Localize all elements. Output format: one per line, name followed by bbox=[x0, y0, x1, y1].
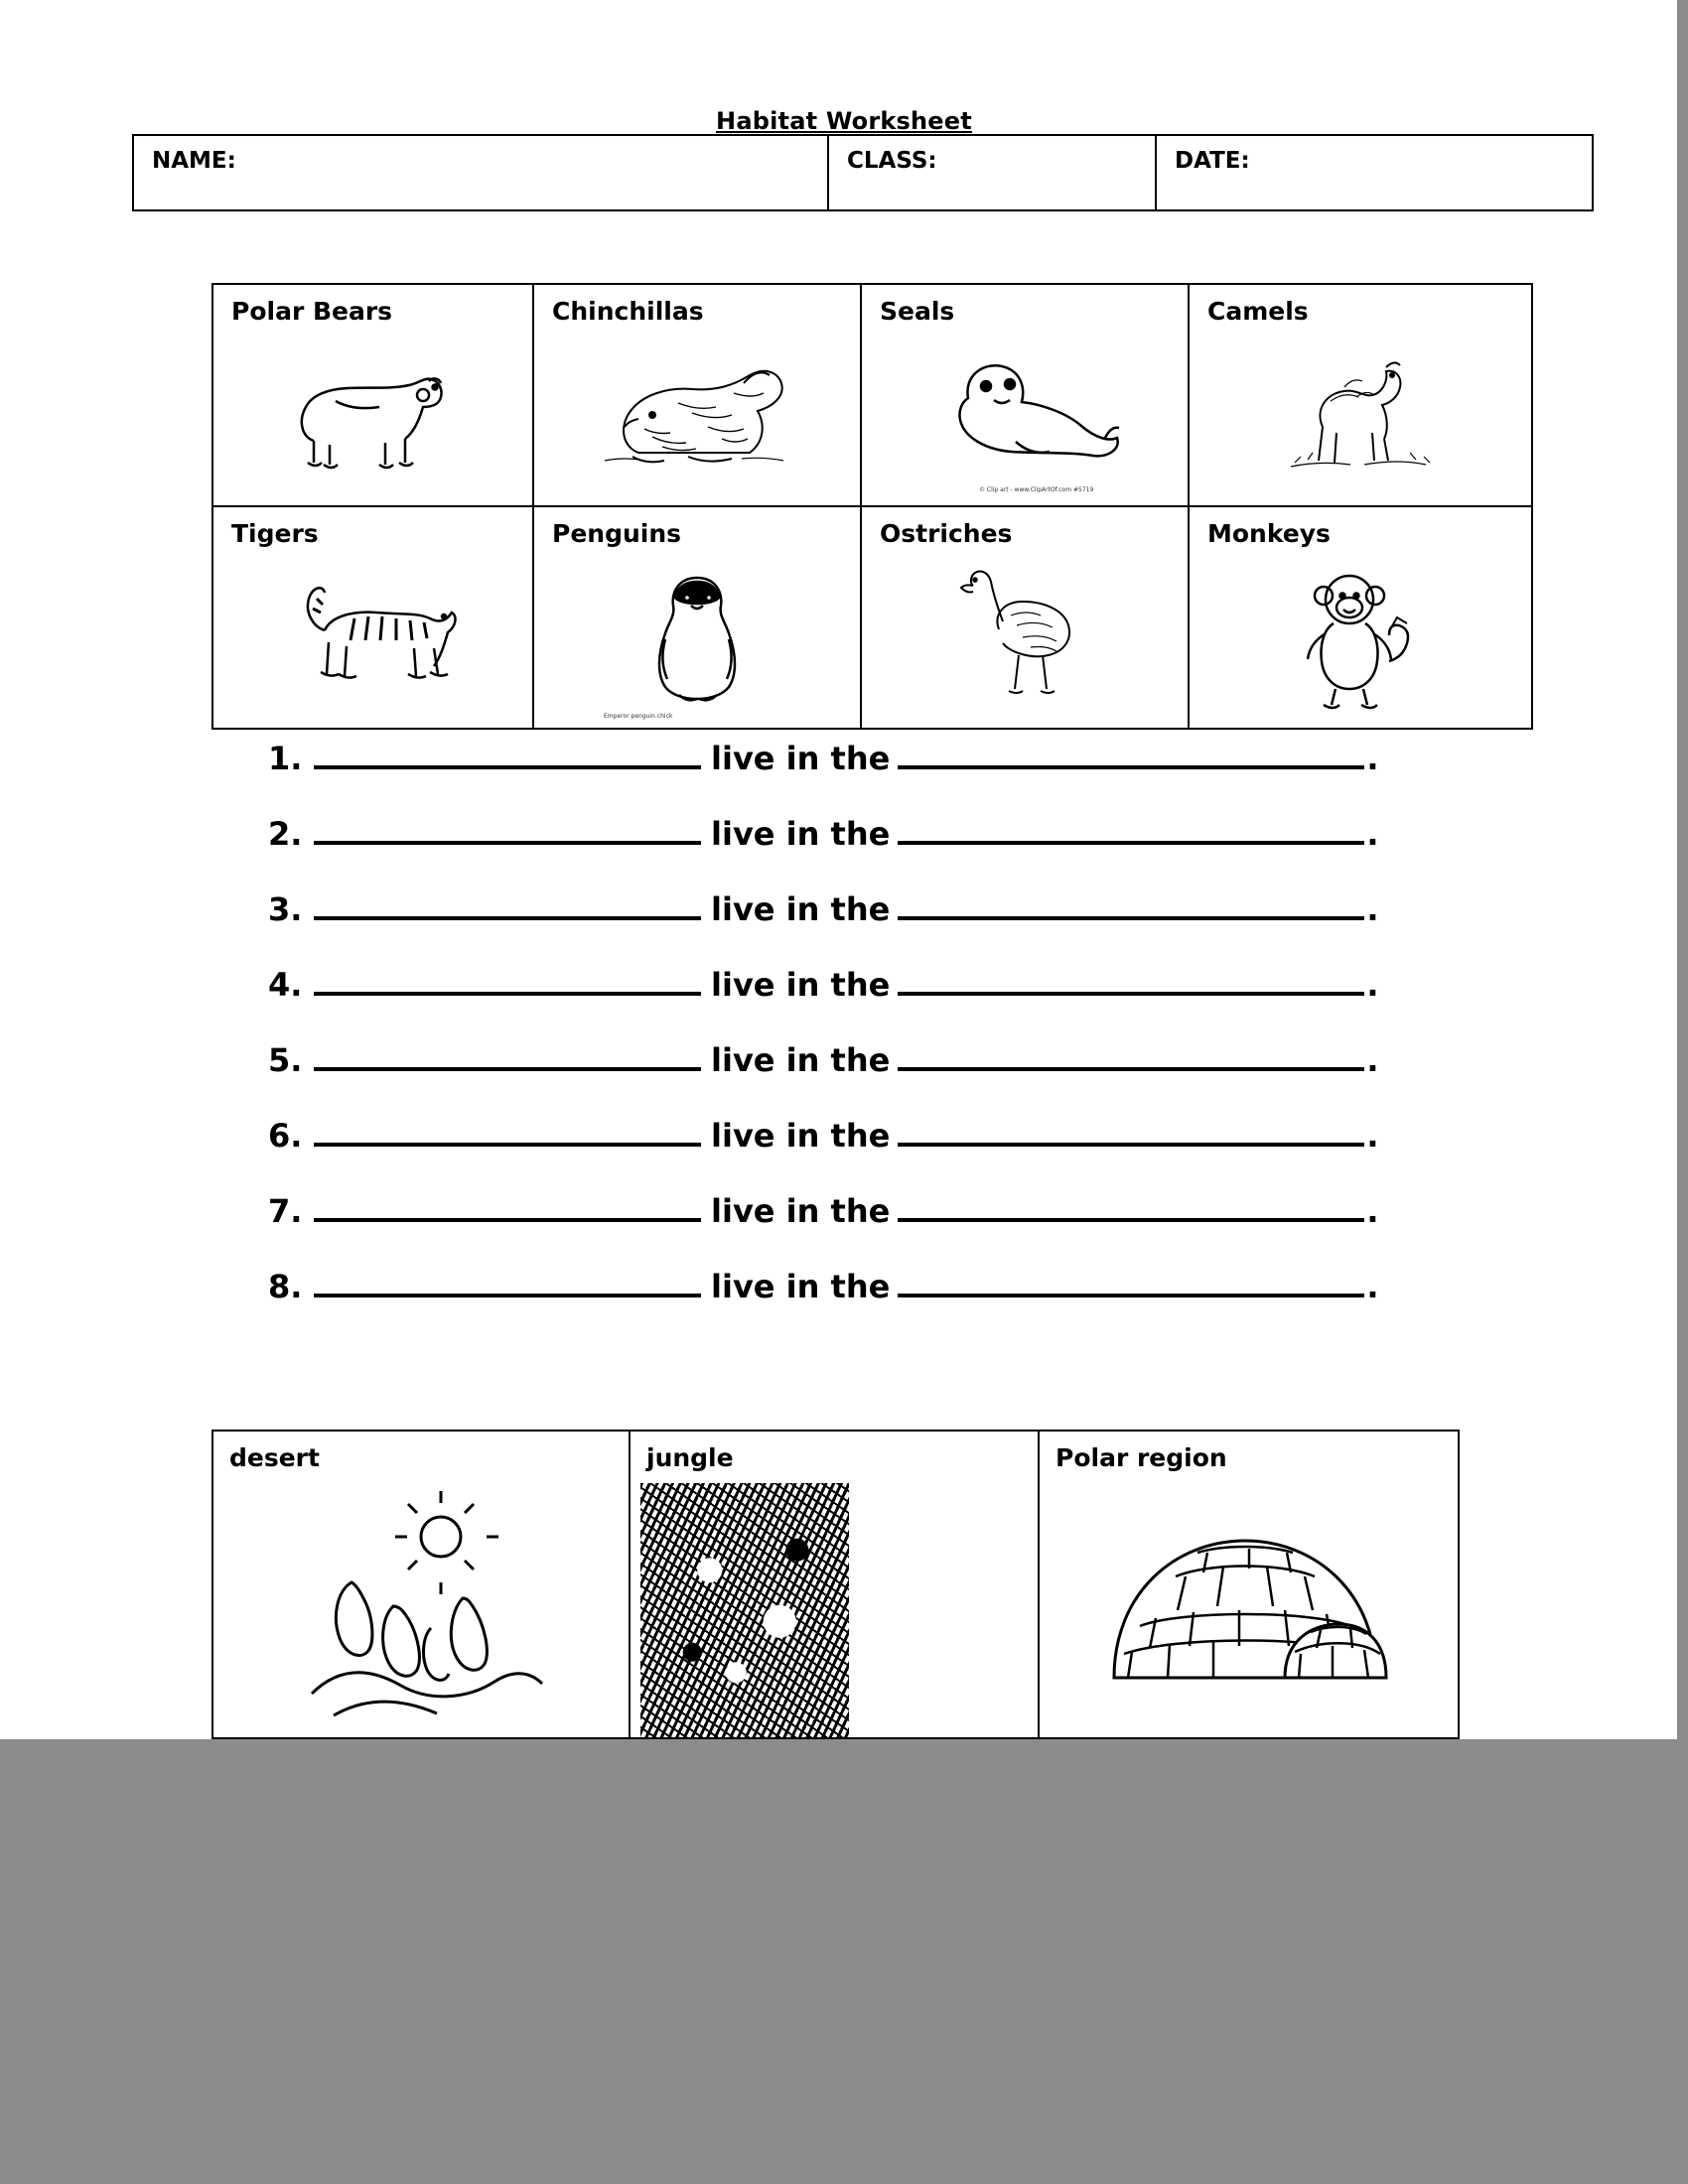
class-label: CLASS: bbox=[847, 148, 937, 174]
animal-label: Seals bbox=[880, 297, 955, 326]
animal-cell-penguins[interactable] bbox=[534, 507, 862, 730]
habitat-word-bank bbox=[211, 1430, 1460, 1739]
animal-row bbox=[213, 507, 1531, 730]
animal-blank[interactable] bbox=[314, 966, 701, 996]
sentence-middle-text: live in the bbox=[711, 740, 891, 777]
habitat-blank[interactable] bbox=[898, 966, 1364, 996]
polar-bear-illustration bbox=[213, 329, 532, 503]
sentence-line bbox=[268, 890, 1460, 966]
animal-label: Monkeys bbox=[1207, 519, 1331, 548]
habitat-blank[interactable] bbox=[898, 890, 1364, 920]
sentence-line bbox=[268, 815, 1460, 890]
sentence-middle-text: live in the bbox=[711, 1117, 891, 1155]
animal-blank[interactable] bbox=[314, 1268, 701, 1297]
seal-credit: © Clip art - www.ClipArtOf.com #5719 bbox=[979, 486, 1094, 493]
sentence-line bbox=[268, 1041, 1460, 1117]
sentence-middle-text: live in the bbox=[711, 815, 891, 853]
habitat-label: Polar region bbox=[1055, 1443, 1227, 1472]
habitat-label: jungle bbox=[646, 1443, 734, 1472]
habitat-blank[interactable] bbox=[898, 815, 1364, 845]
sentence-middle-text: live in the bbox=[711, 966, 891, 1004]
sentence-line bbox=[268, 740, 1460, 815]
animal-cell-seals[interactable] bbox=[862, 285, 1190, 507]
class-field[interactable] bbox=[829, 136, 1157, 209]
sentence-period: . bbox=[1366, 1268, 1379, 1305]
penguin-illustration bbox=[534, 551, 860, 726]
sentence-number: 4. bbox=[268, 966, 303, 1004]
sentence-period: . bbox=[1366, 1041, 1379, 1079]
sentence-line bbox=[268, 1268, 1460, 1343]
sentence-period: . bbox=[1366, 740, 1379, 777]
sentence-number: 1. bbox=[268, 740, 303, 777]
scan-bottom-mask bbox=[0, 1739, 1688, 2184]
animal-blank[interactable] bbox=[314, 890, 701, 920]
animal-blank[interactable] bbox=[314, 1117, 701, 1147]
sentence-line bbox=[268, 966, 1460, 1041]
sentence-middle-text: live in the bbox=[711, 1268, 891, 1305]
desert-cactus-sun-illustration bbox=[213, 1481, 629, 1737]
sentence-period: . bbox=[1366, 1192, 1379, 1230]
sentence-number: 6. bbox=[268, 1117, 303, 1155]
animal-blank[interactable] bbox=[314, 740, 701, 769]
sentence-number: 2. bbox=[268, 815, 303, 853]
penguin-credit: Emperor penguin chick bbox=[604, 713, 673, 720]
sentence-middle-text: live in the bbox=[711, 1041, 891, 1079]
animal-label: Tigers bbox=[231, 519, 319, 548]
fill-in-the-blank-list bbox=[268, 740, 1460, 1343]
sentence-middle-text: live in the bbox=[711, 890, 891, 928]
camel-illustration bbox=[1190, 329, 1531, 503]
date-field[interactable] bbox=[1157, 136, 1592, 209]
name-label: NAME: bbox=[152, 148, 236, 174]
animal-blank[interactable] bbox=[314, 815, 701, 845]
ostrich-illustration bbox=[862, 551, 1188, 726]
animal-cell-camels[interactable] bbox=[1190, 285, 1531, 507]
animal-blank[interactable] bbox=[314, 1041, 701, 1071]
date-label: DATE: bbox=[1175, 148, 1250, 174]
habitat-blank[interactable] bbox=[898, 1268, 1364, 1297]
seal-illustration bbox=[862, 329, 1188, 503]
igloo-illustration bbox=[1040, 1481, 1458, 1737]
animal-word-bank bbox=[211, 283, 1533, 730]
sentence-period: . bbox=[1366, 966, 1379, 1004]
sentence-line bbox=[268, 1192, 1460, 1268]
sentence-number: 8. bbox=[268, 1268, 303, 1305]
jungle-foliage-illustration bbox=[640, 1483, 849, 1737]
scan-edge-mask bbox=[1677, 0, 1688, 1739]
chinchilla-illustration bbox=[534, 329, 860, 503]
sentence-number: 5. bbox=[268, 1041, 303, 1079]
habitat-cell-jungle[interactable] bbox=[631, 1432, 1040, 1737]
sentence-number: 3. bbox=[268, 890, 303, 928]
animal-label: Polar Bears bbox=[231, 297, 393, 326]
page-title: Habitat Worksheet bbox=[716, 107, 972, 135]
habitat-blank[interactable] bbox=[898, 1041, 1364, 1071]
sentence-period: . bbox=[1366, 815, 1379, 853]
habitat-cell-polar-region[interactable] bbox=[1040, 1432, 1458, 1737]
animal-label: Ostriches bbox=[880, 519, 1013, 548]
name-field[interactable] bbox=[134, 136, 829, 209]
animal-cell-chinchillas[interactable] bbox=[534, 285, 862, 507]
animal-cell-polar-bears[interactable] bbox=[213, 285, 534, 507]
animal-label: Camels bbox=[1207, 297, 1309, 326]
sentence-middle-text: live in the bbox=[711, 1192, 891, 1230]
sentence-period: . bbox=[1366, 890, 1379, 928]
habitat-cell-desert[interactable] bbox=[213, 1432, 631, 1737]
tiger-illustration bbox=[213, 551, 532, 726]
animal-cell-monkeys[interactable] bbox=[1190, 507, 1531, 730]
student-info-table bbox=[132, 134, 1594, 211]
sentence-line bbox=[268, 1117, 1460, 1192]
animal-cell-tigers[interactable] bbox=[213, 507, 534, 730]
sentence-number: 7. bbox=[268, 1192, 303, 1230]
animal-label: Penguins bbox=[552, 519, 682, 548]
animal-cell-ostriches[interactable] bbox=[862, 507, 1190, 730]
habitat-blank[interactable] bbox=[898, 740, 1364, 769]
animal-blank[interactable] bbox=[314, 1192, 701, 1222]
habitat-blank[interactable] bbox=[898, 1117, 1364, 1147]
habitat-blank[interactable] bbox=[898, 1192, 1364, 1222]
animal-row bbox=[213, 285, 1531, 507]
monkey-illustration bbox=[1190, 551, 1531, 726]
sentence-period: . bbox=[1366, 1117, 1379, 1155]
habitat-label: desert bbox=[229, 1443, 320, 1472]
animal-label: Chinchillas bbox=[552, 297, 704, 326]
